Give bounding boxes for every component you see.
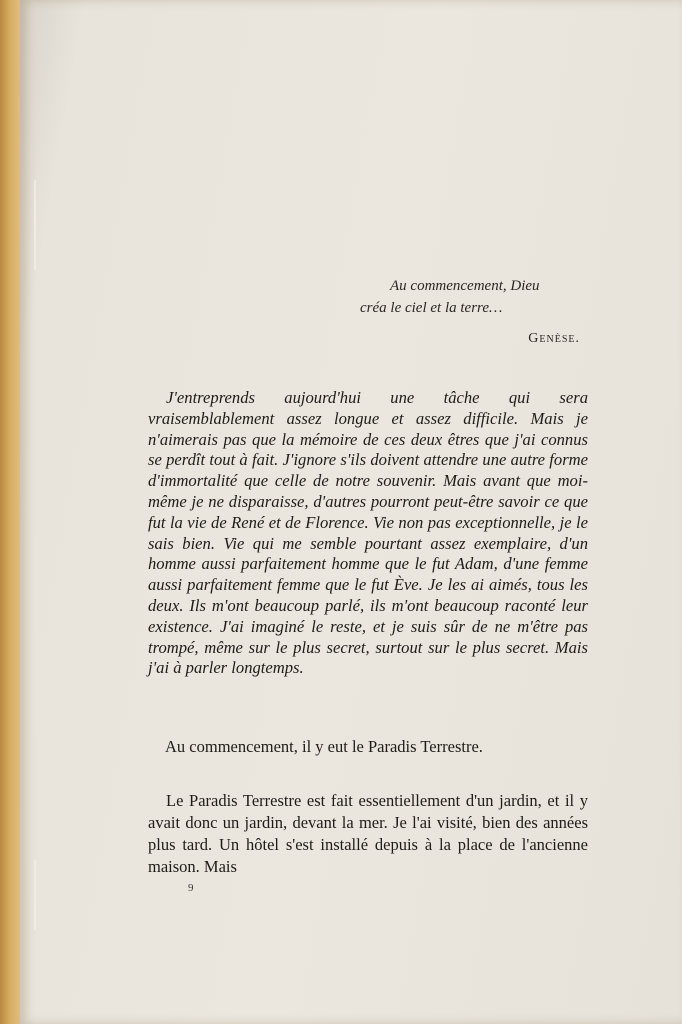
epigraph-line: créa le ciel et la terre… xyxy=(360,300,503,316)
book-page xyxy=(20,0,682,1024)
intro-paragraph: J'entreprends aujourd'hui une tâche qui sera vraisemblablement assez longue et assez difficile. Mais je n'aimerais pas que la mémoire de ces deux êtres que j'ai connus se perdît tout à fait. J'ignore s'ils doivent attendre une autre forme d'immortalité que celle de notre souvenir. Mais avant que moi-même je ne disparaisse, d'autres pourront peut-être savoir ce que fut la vie de René et de Florence. Vie non pas exceptionnelle, je le sais bien. Vie qui me semble pourtant assez exemplaire, d'un homme aussi parfaitement homme que le fut Adam, d'une femme aussi parfaitement femme que le fut Ève. Je les ai aimés, tous les deux. Ils m'ont beaucoup parlé, ils m'ont beaucoup raconté leur existence. J'ai imaginé le reste, et je suis sûr de ne m'être pas trompé, même sur le plus secret, surtout sur le plus secret. Mais j'ai à parler longtemps. xyxy=(148,388,588,678)
epigraph-line: Au commencement, Dieu xyxy=(390,278,540,294)
chapter-lead-line: Au commencement, il y eut le Paradis Terrestre. xyxy=(165,737,483,756)
body-paragraph: Le Paradis Terrestre est fait essentiellement d'un jardin, et il y avait donc un jardin, devant la mer. Je l'ai visité, bien des années plus tard. Un hôtel s'est installé depuis à la place de l'ancienne maison. Mais xyxy=(148,791,588,876)
page-number: 9 xyxy=(188,882,194,894)
binding-thread xyxy=(34,180,36,270)
book-spine xyxy=(0,0,22,1024)
epigraph xyxy=(360,275,580,350)
epigraph-source: Genèse. xyxy=(528,331,580,346)
binding-thread xyxy=(34,860,36,930)
